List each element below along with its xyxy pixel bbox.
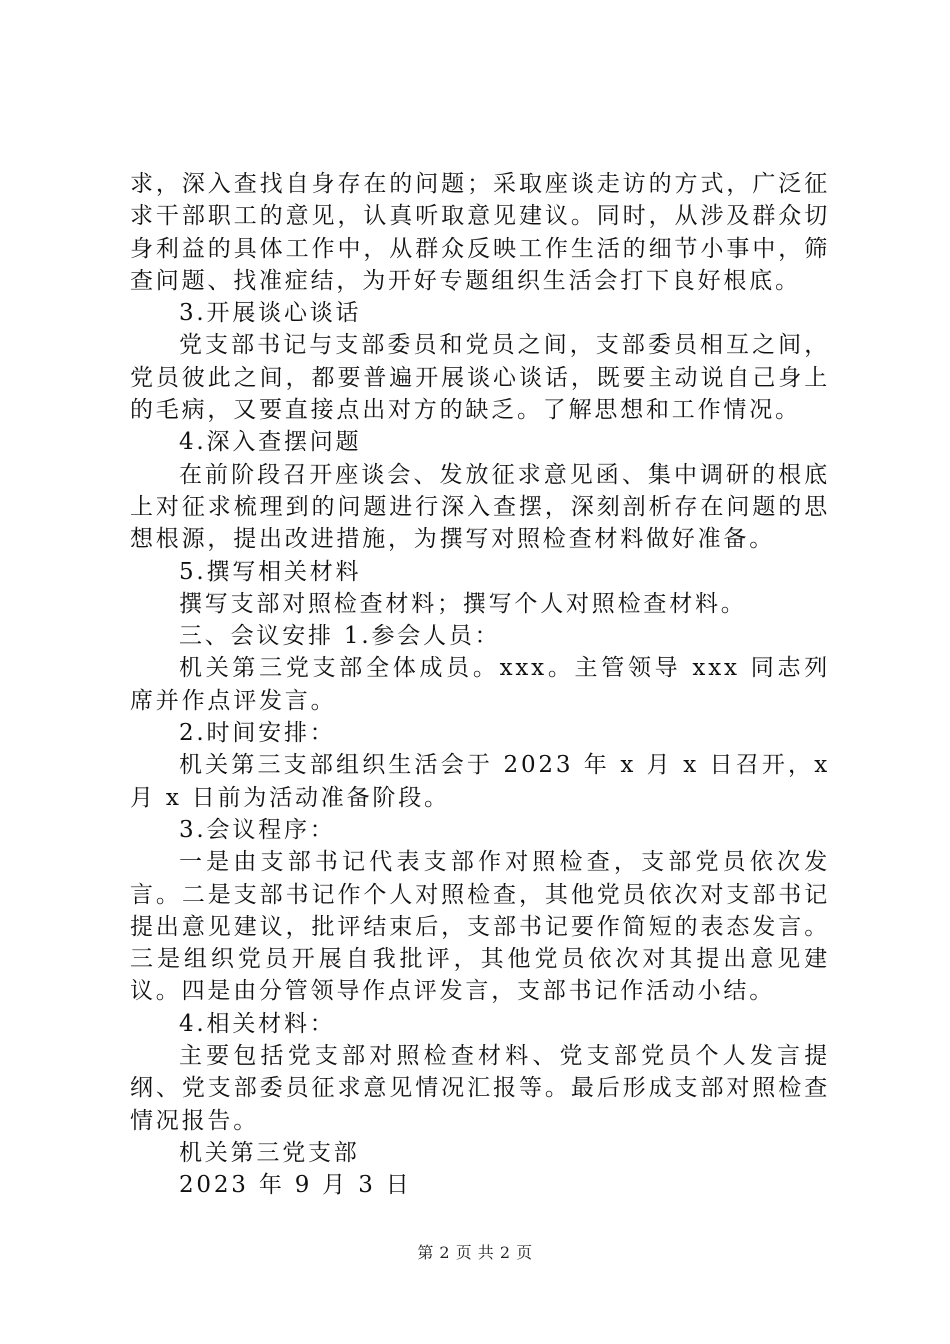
paragraph-attendees: 机关第三党支部全体成员。xxx。主管领导 xxx 同志列席并作点评发言。	[130, 655, 830, 714]
document-body	[130, 168, 830, 1202]
paragraph-schedule: 机关第三支部组织生活会于 2023 年 x 月 x 日召开，x 月 x 日前为活动准备阶段。	[130, 752, 830, 811]
section-heading-procedure: 3.会议程序：	[179, 816, 336, 843]
paragraph-talks: 党支部书记与支部委员和党员之间，支部委员相互之间，党员彼此之间，都要普遍开展谈心谈话，既要主动说自己身上的毛病，又要直接点出对方的缺乏。了解思想和工作情况。	[130, 332, 830, 424]
signature-date: 2023 年 9 月 3 日	[179, 1172, 412, 1199]
signature-organization: 机关第三党支部	[179, 1139, 360, 1166]
paragraph-continuation: 求，深入查找自身存在的问题；采取座谈走访的方式，广泛征求干部职工的意见，认真听取意见建议。同时，从涉及群众切身利益的具体工作中，从群众反映工作生活的细节小事中，筛查问题、找准症结，为开好专题组织生活会打下良好根底。	[130, 171, 830, 294]
section-heading-schedule: 2.时间安排：	[179, 720, 336, 747]
paragraph-related: 主要包括党支部对照检查材料、党支部党员个人发言提纲、党支部委员征求意见情况汇报等。最后形成支部对照检查情况报告。	[130, 1043, 830, 1134]
page-footer: 第 2 页 共 2 页	[417, 1243, 533, 1262]
section-heading-problems: 4.深入查摆问题	[179, 429, 362, 456]
section-heading-talks: 3.开展谈心谈话	[179, 300, 362, 327]
paragraph-materials: 撰写支部对照检查材料；撰写个人对照检查材料。	[179, 590, 747, 617]
section-heading-materials: 5.撰写相关材料	[179, 558, 362, 585]
section-heading-related: 4.相关材料：	[179, 1010, 336, 1037]
section-heading-meeting: 三、会议安排 1.参会人员：	[179, 623, 501, 650]
paragraph-problems: 在前阶段召开座谈会、发放征求意见函、集中调研的根底上对征求梳理到的问题进行深入查摆，深刻剖析存在问题的思想根源，提出改进措施，为撰写对照检查材料做好准备。	[130, 461, 830, 553]
paragraph-procedure: 一是由支部书记代表支部作对照检查，支部党员依次发言。二是支部书记作个人对照检查，其他党员依次对支部书记提出意见建议，批评结束后，支部书记要作简短的表态发言。三是组织党员开展自我批评，其他党员依次对其提出意见建议。四是由分管领导作点评发言，支部书记作活动小结。	[130, 849, 830, 1005]
